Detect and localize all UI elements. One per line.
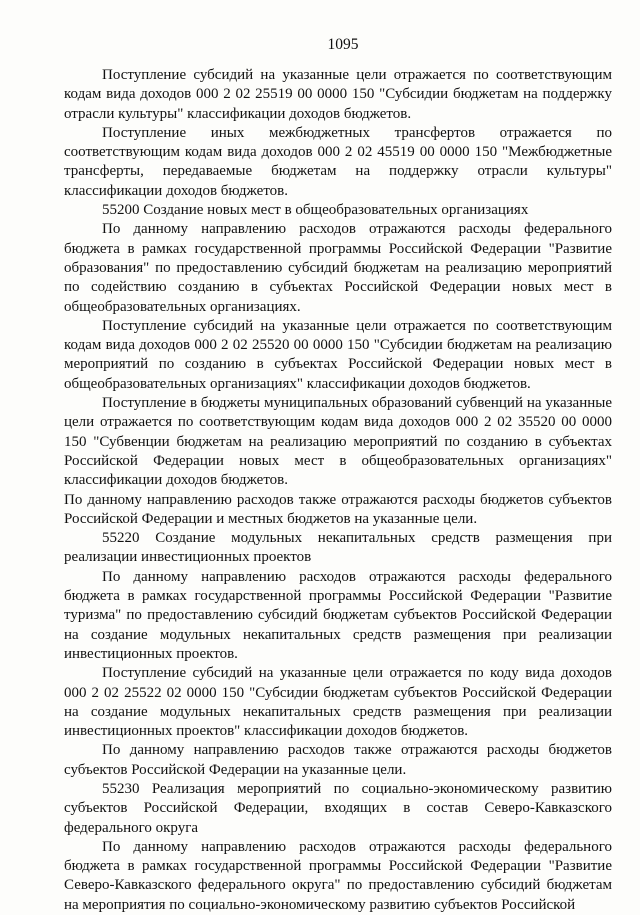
- paragraph: По данному направлению расходов отражаются расходы федерального бюджета в рамках государственной программы Российской Федерации "Развитие туризма" по предоставлению субсидий бюджетам субъектов Российской Федерации на создание модульных некапитальных средств размещения при реализации инвестиционных проектов.: [64, 568, 612, 662]
- paragraph: По данному направлению расходов также отражаются расходы бюджетов субъектов Российской Федерации на указанные цели.: [64, 742, 612, 778]
- paragraph: Поступление субсидий на указанные цели отражается по коду вида доходов 000 2 02 25522 02 0000 150 "Субсидии бюджетам субъектов Российской Федерации на создание модульных некапитальных средств размещения при реализации инвестиционных проектов" классификации доходов бюджетов.: [64, 665, 612, 740]
- document-body: [64, 66, 612, 915]
- paragraph: Поступление в бюджеты муниципальных образований субвенций на указанные цели отражается по соответствующим кодам вида доходов 000 2 02 35520 00 0000 150 "Субвенции бюджетам на реализацию мероприятий по созданию в субъектах Российской Федерации новых мест в общеобразовательных организациях" классификации доходов бюджетов.: [64, 395, 612, 489]
- paragraph: По данному направлению расходов отражаются расходы федерального бюджета в рамках государственной программы Российской Федерации "Развитие образования" по предоставлению субсидий бюджетам на реализацию мероприятий по содействию созданию в субъектах Российской Федерации новых мест в общеобразовательных организациях.: [64, 221, 612, 315]
- section-heading: 55230 Реализация мероприятий по социально-экономическому развитию субъектов Российской Федерации, входящих в состав Северо-Кавказского федерального округа: [64, 780, 612, 836]
- paragraph: По данному направлению расходов также отражаются расходы бюджетов субъектов Российской Федерации и местных бюджетов на указанные цели.: [64, 491, 612, 527]
- paragraph: По данному направлению расходов отражаются расходы федерального бюджета в рамках государственной программы Российской Федерации "Развитие Северо-Кавказского федерального округа" по предоставлению субсидий бюджетам на мероприятия по социально-экономическому развитию субъектов Российской: [64, 838, 612, 913]
- paragraph: Поступление субсидий на указанные цели отражается по соответствующим кодам вида доходов 000 2 02 25520 00 0000 150 "Субсидии бюджетам на реализацию мероприятий по созданию в субъектах Российской Федерации новых мест в общеобразовательных организациях" классификации доходов бюджетов.: [64, 317, 612, 392]
- section-heading: 55220 Создание модульных некапитальных средств размещения при реализации инвестиционных проектов: [64, 530, 612, 566]
- section-heading: 55200 Создание новых мест в общеобразовательных организациях: [102, 202, 529, 219]
- paragraph: Поступление субсидий на указанные цели отражается по соответствующим кодам вида доходов 000 2 02 25519 00 0000 150 "Субсидии бюджетам на поддержку отрасли культуры" классификации доходов бюджетов.: [64, 67, 612, 122]
- page-number: 1095: [327, 36, 359, 53]
- paragraph: Поступление иных межбюджетных трансфертов отражается по соответствующим кодам вида доходов 000 2 02 45519 00 0000 150 "Межбюджетные трансферты, передаваемые бюджетам на поддержку отрасли культуры" классификации доходов бюджетов.: [64, 124, 612, 199]
